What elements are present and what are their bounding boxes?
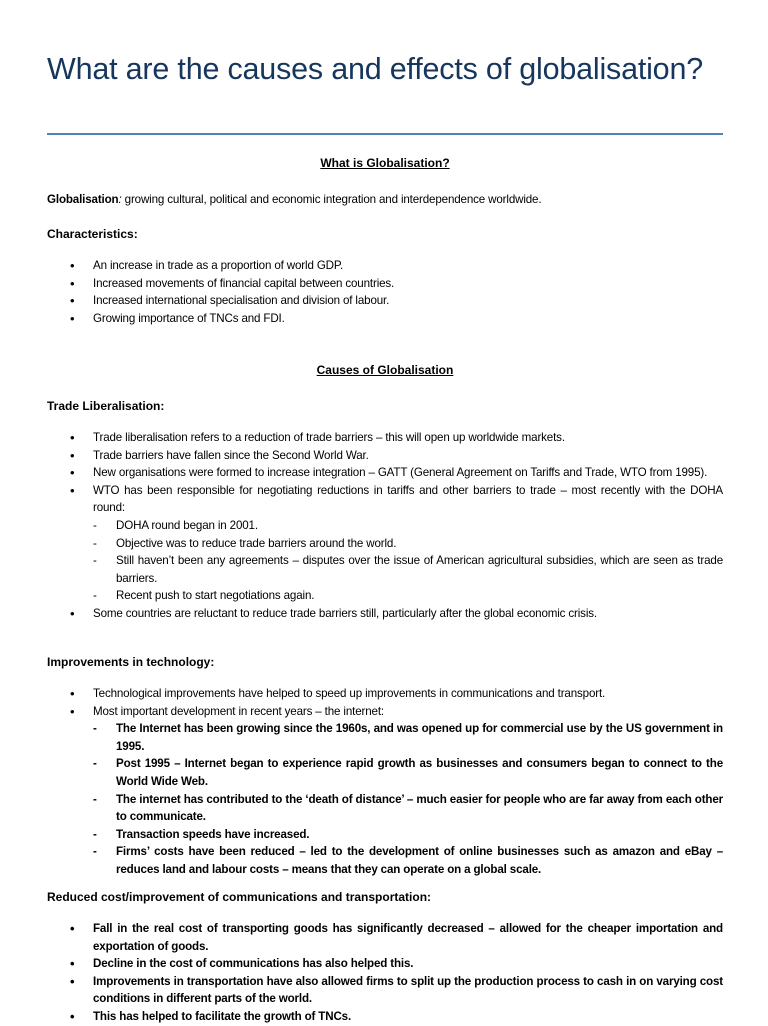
list-item: • An increase in trade as a proportion of world GDP. bbox=[47, 257, 723, 275]
list-item bbox=[47, 703, 723, 879]
sub-list-item: - Transaction speeds have increased. bbox=[93, 826, 723, 844]
heading-what-is-globalisation: What is Globalisation? bbox=[320, 156, 450, 170]
doha-sublist bbox=[93, 517, 723, 605]
technology-label: Improvements in technology: bbox=[47, 655, 215, 669]
characteristics-label: Characteristics: bbox=[47, 227, 138, 241]
list-item: • Fall in the real cost of transporting goods has significantly decreased – allowed for the cheaper importation and exportation of goods. bbox=[47, 920, 723, 955]
list-item: • This has helped to facilitate the growth of TNCs. bbox=[47, 1008, 723, 1026]
list-item: • Growing importance of TNCs and FDI. bbox=[47, 310, 723, 328]
sub-list-item: - Still haven’t been any agreements – disputes over the issue of American agricultural subsidies, which are seen as trade barriers. bbox=[93, 552, 723, 587]
list-item: • Some countries are reluctant to reduce trade barriers still, particularly after the global economic crisis. bbox=[47, 605, 723, 623]
title-divider bbox=[47, 133, 723, 135]
list-item: • Technological improvements have helped to speed up improvements in communications and transport. bbox=[47, 685, 723, 703]
list-item: • Trade barriers have fallen since the Second World War. bbox=[47, 447, 723, 465]
sub-list-item: - Firms’ costs have been reduced – led to the development of online businesses such as amazon and eBay – reduces land and labour costs – means that they can operate on a global scale. bbox=[93, 843, 723, 878]
definition-paragraph bbox=[47, 191, 723, 209]
sub-list-item: - Post 1995 – Internet began to experience rapid growth as businesses and consumers began to connect to the World Wide Web. bbox=[93, 755, 723, 790]
list-item: • Trade liberalisation refers to a reduction of trade barriers – this will open up worldwide markets. bbox=[47, 429, 723, 447]
list-item: • New organisations were formed to increase integration – GATT (General Agreement on Tariffs and Trade, WTO from 1995). bbox=[47, 464, 723, 482]
characteristics-list bbox=[47, 257, 723, 327]
wto-bullet-text: WTO has been responsible for negotiating reductions in tariffs and other barriers to trade – most recently with the DOHA round: bbox=[93, 483, 723, 515]
sub-list-item: - The internet has contributed to the ‘death of distance’ – much easier for people who are far away from each other to communicate. bbox=[93, 791, 723, 826]
trade-liberalisation-label: Trade Liberalisation: bbox=[47, 399, 165, 413]
list-item: • Improvements in transportation have also allowed firms to split up the production process to cash in on varying cost conditions in different parts of the world. bbox=[47, 973, 723, 1008]
trade-liberalisation-list bbox=[47, 429, 723, 623]
sub-list-item: - DOHA round began in 2001. bbox=[93, 517, 723, 535]
transport-label: Reduced cost/improvement of communications and transportation: bbox=[47, 890, 432, 904]
heading-causes-of-globalisation: Causes of Globalisation bbox=[316, 363, 454, 377]
definition-term: Globalisation bbox=[47, 193, 119, 206]
page-title: What are the causes and effects of globalisation? bbox=[47, 52, 703, 86]
transport-list bbox=[47, 920, 723, 1026]
definition-text: growing cultural, political and economic integration and interdependence worldwide. bbox=[121, 193, 542, 206]
list-item: • Increased movements of financial capital between countries. bbox=[47, 275, 723, 293]
list-item: • Decline in the cost of communications has also helped this. bbox=[47, 955, 723, 973]
sub-list-item: - Recent push to start negotiations again. bbox=[93, 587, 723, 605]
sub-list-item: - The Internet has been growing since the 1960s, and was opened up for commercial use by the US government in 1995. bbox=[93, 720, 723, 755]
technology-list bbox=[47, 685, 723, 879]
internet-bullet-text: Most important development in recent years – the internet: bbox=[93, 704, 384, 718]
internet-sublist bbox=[93, 720, 723, 878]
list-item: • Increased international specialisation and division of labour. bbox=[47, 292, 723, 310]
list-item bbox=[47, 482, 723, 605]
sub-list-item: - Objective was to reduce trade barriers around the world. bbox=[93, 535, 723, 553]
definition-colon: : bbox=[118, 193, 122, 206]
